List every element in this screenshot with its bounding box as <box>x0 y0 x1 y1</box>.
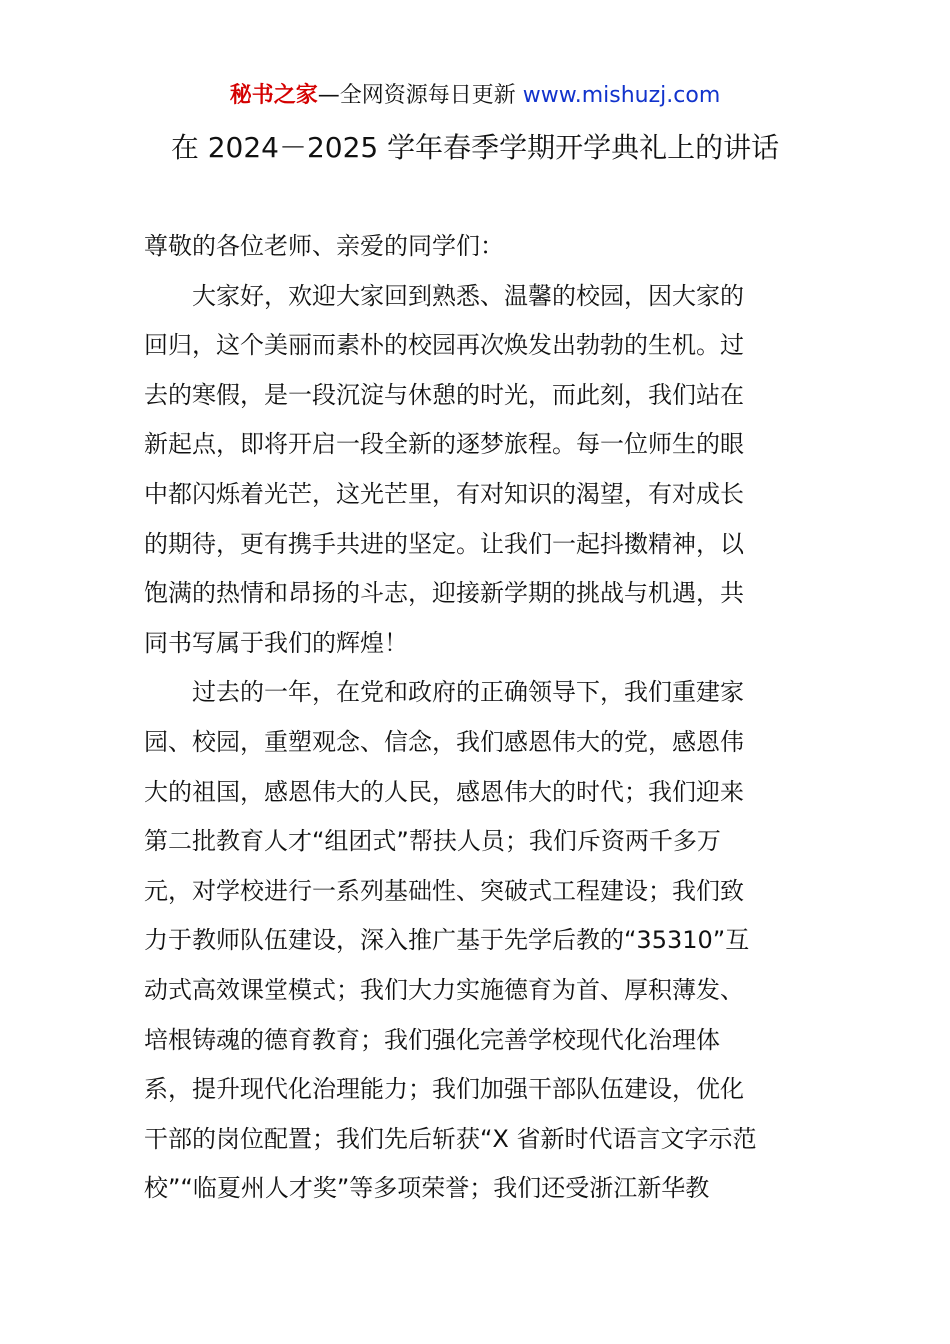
paragraph-line: 中都闪烁着光芒，这光芒里，有对知识的渴望，有对成长 <box>144 479 744 508</box>
salutation: 尊敬的各位老师、亲爱的同学们： <box>144 232 504 260</box>
document-body <box>144 222 808 1214</box>
paragraph-line: 回归，这个美丽而素朴的校园再次焕发出勃勃的生机。过 <box>144 331 744 360</box>
document-title: 在 2024－2025 学年春季学期开学典礼上的讲话 <box>170 131 780 164</box>
paragraph-line: 饱满的热情和昂扬的斗志，迎接新学期的挑战与机遇，共 <box>144 579 744 608</box>
paragraph-line: 力于教师队伍建设，深入推广基于先学后教的“35310”互 <box>144 926 750 955</box>
paragraph-line: 过去的一年，在党和政府的正确领导下，我们重建家 <box>192 678 744 707</box>
paragraph-line: 园、校园，重塑观念、信念，我们感恩伟大的党，感恩伟 <box>144 727 744 756</box>
paragraph-line: 培根铸魂的德育教育；我们强化完善学校现代化治理体 <box>144 1025 720 1054</box>
paragraph-line: 同书写属于我们的辉煌！ <box>144 628 408 657</box>
paragraph-line: 干部的岗位配置；我们先后斩获“X 省新时代语言文字示范 <box>144 1124 757 1153</box>
paragraph-line: 系，提升现代化治理能力；我们加强干部队伍建设，优化 <box>144 1075 744 1104</box>
paragraph-line: 动式高效课堂模式；我们大力实施德育为首、厚积薄发、 <box>144 975 744 1004</box>
site-url-link[interactable]: www.mishuzj.com <box>522 83 721 108</box>
site-header <box>0 80 950 112</box>
paragraph-line: 元，对学校进行一系列基础性、突破式工程建设；我们致 <box>144 876 744 905</box>
paragraph-line: 去的寒假，是一段沉淀与休憩的时光，而此刻，我们站在 <box>144 380 744 409</box>
paragraph-line: 大家好，欢迎大家回到熟悉、温馨的校园，因大家的 <box>192 281 744 310</box>
site-brand: 秘书之家 <box>229 83 318 108</box>
paragraph-line: 校”“临夏州人才奖”等多项荣誉；我们还受浙江新华教 <box>144 1174 710 1203</box>
paragraph-line: 大的祖国，感恩伟大的人民，感恩伟大的时代；我们迎来 <box>144 777 744 806</box>
paragraph-line: 第二批教育人才“组团式”帮扶人员；我们斥资两千多万 <box>144 827 721 856</box>
paragraph-line: 的期待，更有携手共进的坚定。让我们一起抖擞精神，以 <box>144 529 744 558</box>
paragraph-line: 新起点，即将开启一段全新的逐梦旅程。每一位师生的眼 <box>144 430 744 459</box>
site-tagline: —全网资源每日更新 <box>317 83 516 108</box>
